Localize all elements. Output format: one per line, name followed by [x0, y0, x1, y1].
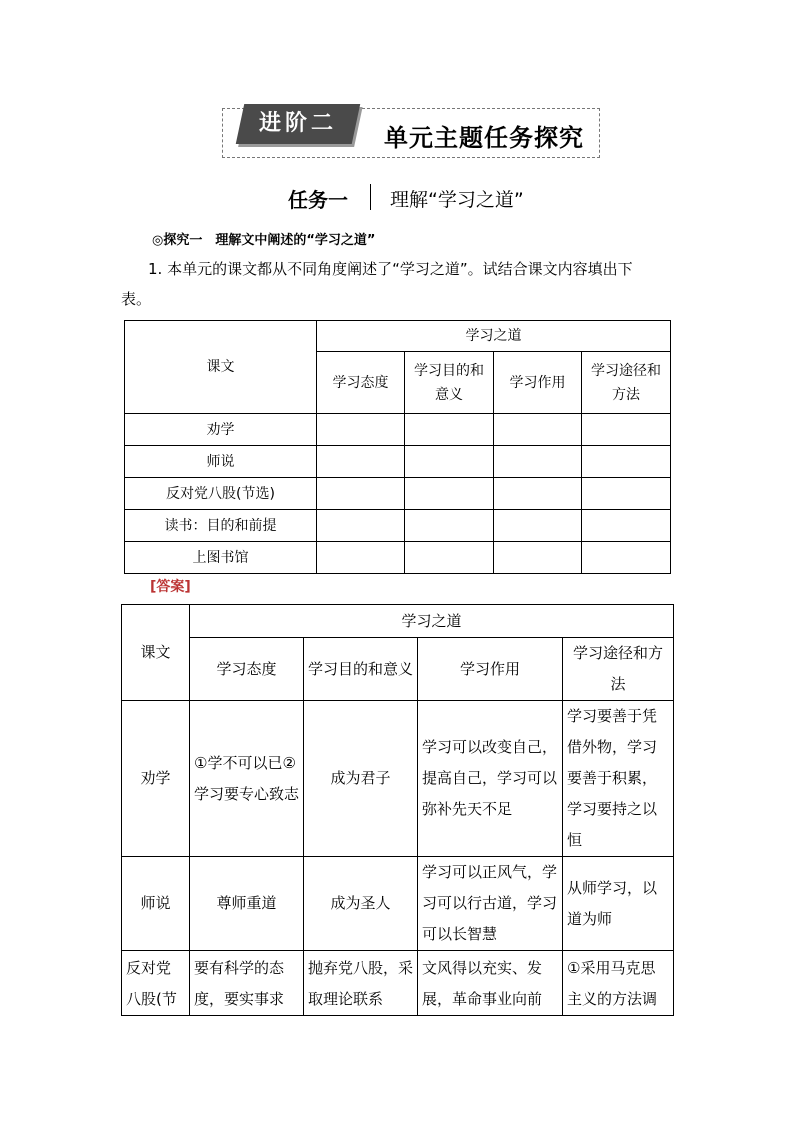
answer-cell: 尊师重道	[190, 857, 304, 951]
column-header: 学习目的和意义	[304, 638, 418, 701]
task-separator	[370, 184, 371, 210]
row-header: 师说	[125, 446, 317, 478]
answer-cell: 学习要善于凭借外物，学习要善于积累，学习要持之以恒	[563, 701, 674, 857]
answer-cell: ①采用马克思主义的方法调	[563, 951, 674, 1016]
column-header: 学习态度	[190, 638, 304, 701]
section-title: 单元主题任务探究	[384, 124, 584, 152]
row-header: 劝学	[122, 701, 190, 857]
blank-cell[interactable]	[317, 510, 405, 542]
table-row	[125, 446, 671, 478]
explore-heading: ◎探究一 理解文中阐述的“学习之道”	[152, 233, 376, 248]
question-text-line-2: 表。	[121, 290, 152, 308]
task-title: 理解“学习之道”	[390, 189, 524, 211]
answer-cell: 要有科学的态度，要实事求	[190, 951, 304, 1016]
blank-cell[interactable]	[582, 510, 671, 542]
row-header: 劝学	[125, 414, 317, 446]
answer-cell: 抛弃党八股，采取理论联系	[304, 951, 418, 1016]
blank-cell[interactable]	[405, 478, 494, 510]
blank-cell[interactable]	[317, 478, 405, 510]
header-group: 学习之道	[190, 605, 674, 638]
answer-table	[121, 604, 674, 1016]
column-header: 学习作用	[494, 352, 582, 414]
blank-cell[interactable]	[405, 414, 494, 446]
column-header: 学习态度	[317, 352, 405, 414]
column-header: 学习作用	[418, 638, 563, 701]
table-row	[125, 510, 671, 542]
blank-cell[interactable]	[317, 414, 405, 446]
table-row	[122, 951, 674, 1016]
header-group: 学习之道	[317, 321, 671, 352]
answer-cell: ①学不可以已②学习要专心致志	[190, 701, 304, 857]
table-row	[122, 701, 674, 857]
row-header: 读书：目的和前提	[125, 510, 317, 542]
answer-cell: 学习可以改变自己，提高自己，学习可以弥补先天不足	[418, 701, 563, 857]
blank-cell[interactable]	[494, 414, 582, 446]
question-text-line-1: 1. 本单元的课文都从不同角度阐述了“学习之道”。试结合课文内容填出下	[148, 260, 633, 278]
table-row	[125, 478, 671, 510]
answer-cell: 文风得以充实、发展，革命事业向前	[418, 951, 563, 1016]
blank-cell[interactable]	[405, 542, 494, 574]
row-header: 反对党八股(节	[122, 951, 190, 1016]
answer-label: [答案]	[150, 579, 191, 595]
blank-cell[interactable]	[582, 414, 671, 446]
blank-fill-table	[124, 320, 671, 574]
header-text: 课文	[125, 321, 317, 414]
answer-cell: 成为君子	[304, 701, 418, 857]
blank-cell[interactable]	[317, 542, 405, 574]
answer-cell: 从师学习，以道为师	[563, 857, 674, 951]
row-header: 师说	[122, 857, 190, 951]
table-row	[122, 857, 674, 951]
section-tag-text: 进阶二	[258, 111, 337, 136]
blank-cell[interactable]	[494, 446, 582, 478]
blank-cell[interactable]	[405, 446, 494, 478]
row-header: 反对党八股(节选)	[125, 478, 317, 510]
table-row	[125, 542, 671, 574]
blank-cell[interactable]	[582, 542, 671, 574]
answer-cell: 成为圣人	[304, 857, 418, 951]
column-header: 学习途径和方法	[582, 352, 671, 414]
blank-cell[interactable]	[494, 478, 582, 510]
blank-cell[interactable]	[405, 510, 494, 542]
row-header: 上图书馆	[125, 542, 317, 574]
blank-cell[interactable]	[582, 446, 671, 478]
answer-cell: 学习可以正风气，学习可以行古道，学习可以长智慧	[418, 857, 563, 951]
column-header: 学习途径和方法	[563, 638, 674, 701]
blank-cell[interactable]	[317, 446, 405, 478]
blank-cell[interactable]	[494, 542, 582, 574]
header-text: 课文	[122, 605, 190, 701]
blank-cell[interactable]	[494, 510, 582, 542]
table-row	[125, 414, 671, 446]
column-header: 学习目的和意义	[405, 352, 494, 414]
blank-cell[interactable]	[582, 478, 671, 510]
task-label: 任务一	[288, 188, 348, 212]
